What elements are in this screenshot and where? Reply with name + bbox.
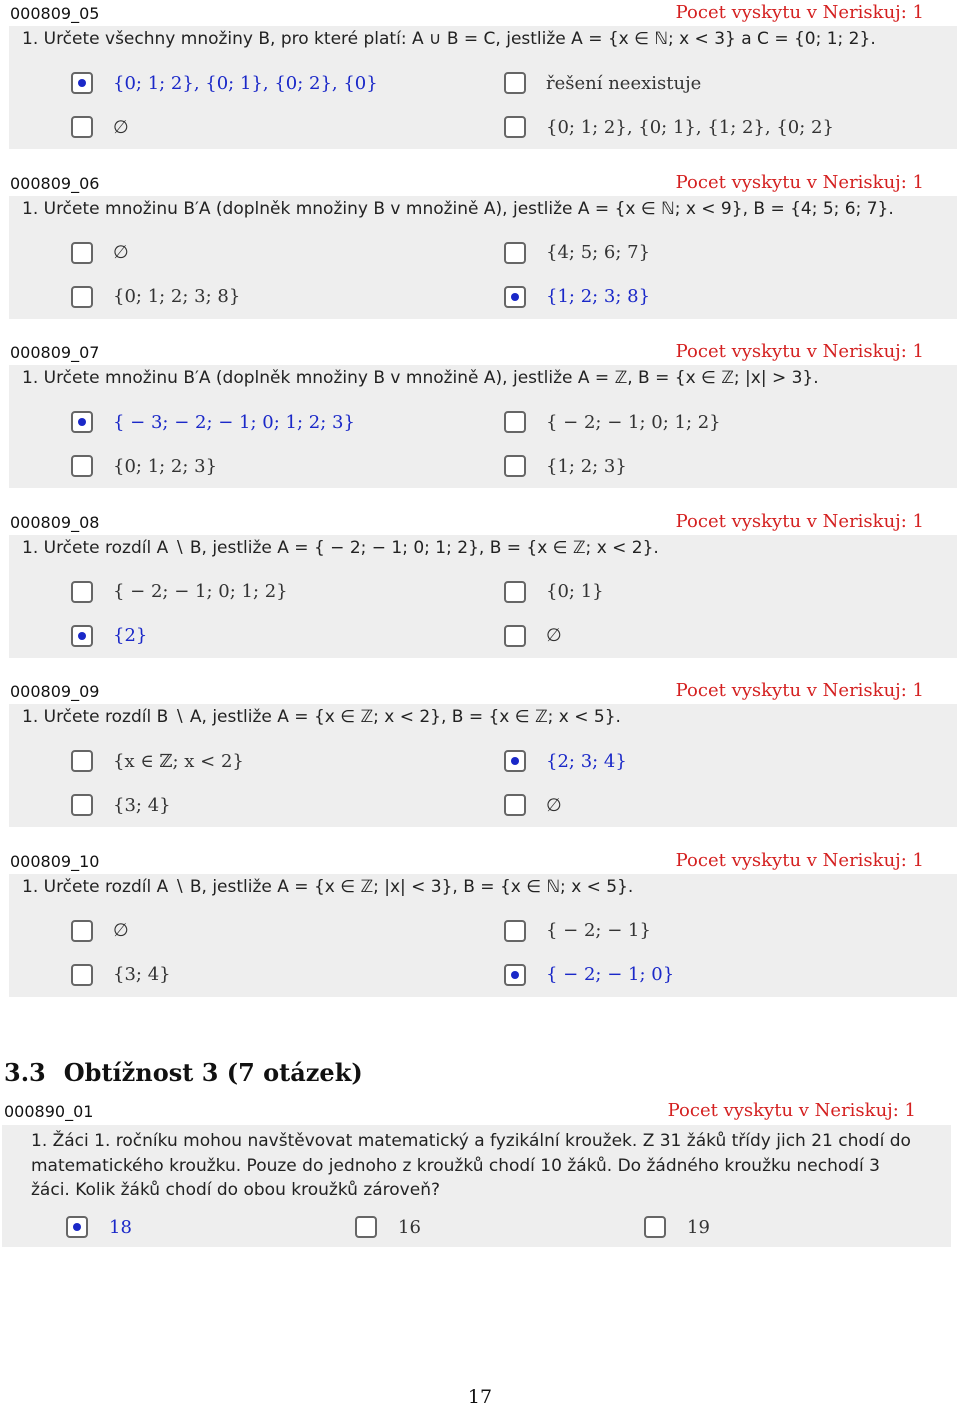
answer-option[interactable] <box>504 917 651 945</box>
checkbox[interactable] <box>355 1216 377 1238</box>
answer-option[interactable] <box>71 622 147 650</box>
question-text: 1. Určete všechny množiny B, pro které platí: A ∪ B = C, jestliže A = {x ∈ ℕ; x < 3} a C = {0; 1; 2}. <box>22 29 876 49</box>
checkbox[interactable] <box>71 794 93 816</box>
answer-label: 19 <box>687 1216 710 1238</box>
answer-label: ∅ <box>546 794 562 816</box>
question-header <box>4 1100 916 1124</box>
checkbox[interactable] <box>504 920 526 942</box>
answer-label: ∅ <box>113 242 129 263</box>
checkbox[interactable] <box>504 625 526 647</box>
checkbox[interactable] <box>71 455 93 477</box>
question-box <box>9 704 957 827</box>
answer-label: {0; 1; 2; 3} <box>113 455 218 477</box>
answer-option[interactable] <box>71 917 129 945</box>
page-number: 17 <box>467 1386 493 1408</box>
question-text: 1. Určete rozdíl A ∖ B, jestliže A = { − 2; − 1; 0; 1; 2}, B = {x ∈ ℤ; x < 2}. <box>22 537 659 558</box>
answer-option[interactable] <box>504 69 701 97</box>
answer-option[interactable] <box>355 1213 421 1241</box>
answer-option[interactable] <box>71 961 171 989</box>
question-header <box>10 341 924 365</box>
occurrence-count: Pocet vyskytu v Neriskuj: 1 <box>675 849 924 871</box>
answer-label: {0; 1; 2}, {0; 1}, {0; 2}, {0} <box>113 72 378 94</box>
answer-label: 16 <box>398 1216 421 1238</box>
occurrence-count: Pocet vyskytu v Neriskuj: 1 <box>667 1100 916 1121</box>
checkbox[interactable] <box>644 1216 666 1238</box>
answer-option[interactable] <box>71 408 355 436</box>
answer-option[interactable] <box>504 578 604 606</box>
question-text: 1. Žáci 1. ročníku mohou navštěvovat matematický a fyzikální kroužek. Z 31 žáků třídy jich 21 chodí do matematického kroužku. Pouze do jednoho z kroužků chodí 10 žáků. Do žádného kroužku nechodí 3 žáci. Kolik žáků chodí do obou kroužků zároveň? <box>31 1131 911 1200</box>
question-box <box>9 196 957 319</box>
question-header <box>10 680 924 704</box>
question-header <box>10 2 924 26</box>
checkbox[interactable] <box>504 455 526 477</box>
section-number: 3.3 <box>4 1058 46 1087</box>
answer-label: ∅ <box>113 116 129 138</box>
answer-label: { − 2; − 1; 0} <box>546 964 675 985</box>
checkbox[interactable] <box>71 72 93 94</box>
checkbox[interactable] <box>504 794 526 816</box>
answer-option[interactable] <box>66 1213 132 1241</box>
occurrence-count: Pocet vyskytu v Neriskuj: 1 <box>675 341 924 362</box>
question-id: 000809_09 <box>10 682 100 701</box>
question-box <box>2 1125 951 1247</box>
answer-option[interactable] <box>71 791 171 819</box>
occurrence-count: Pocet vyskytu v Neriskuj: 1 <box>675 510 924 532</box>
question-header <box>10 511 924 535</box>
question-text: 1. Určete rozdíl A ∖ B, jestliže A = {x ∈ ℤ; |x| < 3}, B = {x ∈ ℕ; x < 5}. <box>22 876 634 897</box>
occurrence-count: Pocet vyskytu v Neriskuj: 1 <box>675 680 924 701</box>
answer-label: ∅ <box>546 625 562 646</box>
question-header <box>10 850 924 874</box>
answer-option[interactable] <box>504 622 562 650</box>
question-id: 000809_05 <box>10 4 100 23</box>
checkbox[interactable] <box>71 964 93 986</box>
question-box <box>9 535 957 658</box>
question-box <box>9 874 957 997</box>
checkbox[interactable] <box>71 581 93 603</box>
question-id: 000890_01 <box>4 1102 94 1121</box>
question-header <box>10 172 924 196</box>
answer-option[interactable] <box>71 578 288 606</box>
answer-option[interactable] <box>504 961 674 989</box>
checkbox[interactable] <box>504 242 526 264</box>
checkbox[interactable] <box>504 581 526 603</box>
answer-option[interactable] <box>644 1213 710 1241</box>
answer-label: {x ∈ ℤ; x < 2} <box>113 750 244 772</box>
answer-label: { − 2; − 1} <box>546 920 651 941</box>
checkbox[interactable] <box>504 411 526 433</box>
question-id: 000809_06 <box>10 173 100 193</box>
answer-option[interactable] <box>71 69 378 97</box>
answer-label: {1; 2; 3; 8} <box>546 286 651 307</box>
checkbox[interactable] <box>71 411 93 433</box>
checkbox[interactable] <box>71 625 93 647</box>
answer-option[interactable] <box>71 452 217 480</box>
answer-label: { − 3; − 2; − 1; 0; 1; 2; 3} <box>113 411 355 433</box>
checkbox[interactable] <box>71 286 93 308</box>
checkbox[interactable] <box>504 750 526 772</box>
answer-option[interactable] <box>504 239 650 267</box>
checkbox[interactable] <box>504 116 526 138</box>
section-heading <box>4 1058 363 1087</box>
question-box <box>9 365 957 488</box>
answer-label: {3; 4} <box>113 794 171 816</box>
answer-label: {1; 2; 3} <box>546 455 627 477</box>
question-id: 000809_08 <box>10 512 100 532</box>
checkbox[interactable] <box>71 116 93 138</box>
question-text: 1. Určete rozdíl B ∖ A, jestliže A = {x ∈ ℤ; x < 2}, B = {x ∈ ℤ; x < 5}. <box>22 707 621 727</box>
answer-label: {2} <box>113 625 148 646</box>
occurrence-count: Pocet vyskytu v Neriskuj: 1 <box>675 2 924 23</box>
question-text: 1. Určete množinu B′A (doplněk množiny B v množině A), jestliže A = {x ∈ ℕ; x < 9}, B = {4; 5; 6; 7}. <box>22 198 894 219</box>
answer-option[interactable] <box>504 452 627 480</box>
checkbox[interactable] <box>71 920 93 942</box>
question-id: 000809_10 <box>10 851 100 871</box>
answer-option[interactable] <box>504 791 562 819</box>
section-title: Obtížnost 3 (7 otázek) <box>63 1058 363 1087</box>
checkbox[interactable] <box>66 1216 88 1238</box>
answer-option[interactable] <box>504 747 627 775</box>
answer-option[interactable] <box>504 113 834 141</box>
answer-label: ∅ <box>113 920 129 941</box>
answer-option[interactable] <box>71 113 129 141</box>
answer-label: {4; 5; 6; 7} <box>546 242 651 263</box>
answer-option[interactable] <box>504 408 721 436</box>
checkbox[interactable] <box>71 750 93 772</box>
answer-label: { − 2; − 1; 0; 1; 2} <box>546 411 721 433</box>
question-id: 000809_07 <box>10 343 100 362</box>
answer-option[interactable] <box>71 239 129 267</box>
answer-label: 18 <box>109 1216 132 1238</box>
answer-label: {2; 3; 4} <box>546 750 627 772</box>
checkbox[interactable] <box>504 72 526 94</box>
question-text: 1. Určete množinu B′A (doplněk množiny B v množině A), jestliže A = ℤ, B = {x ∈ ℤ; |x| > 3}. <box>22 368 819 388</box>
answer-label: { − 2; − 1; 0; 1; 2} <box>113 581 288 602</box>
answer-label: {3; 4} <box>113 964 171 985</box>
checkbox[interactable] <box>504 286 526 308</box>
answer-label: řešení neexistuje <box>546 72 702 94</box>
answer-option[interactable] <box>504 283 650 311</box>
checkbox[interactable] <box>504 964 526 986</box>
answer-label: {0; 1; 2; 3; 8} <box>113 286 241 307</box>
answer-option[interactable] <box>71 283 240 311</box>
occurrence-count: Pocet vyskytu v Neriskuj: 1 <box>675 171 924 193</box>
answer-label: {0; 1} <box>546 581 604 602</box>
question-box <box>9 26 957 149</box>
answer-option[interactable] <box>71 747 244 775</box>
answer-label: {0; 1; 2}, {0; 1}, {1; 2}, {0; 2} <box>546 116 834 138</box>
checkbox[interactable] <box>71 242 93 264</box>
